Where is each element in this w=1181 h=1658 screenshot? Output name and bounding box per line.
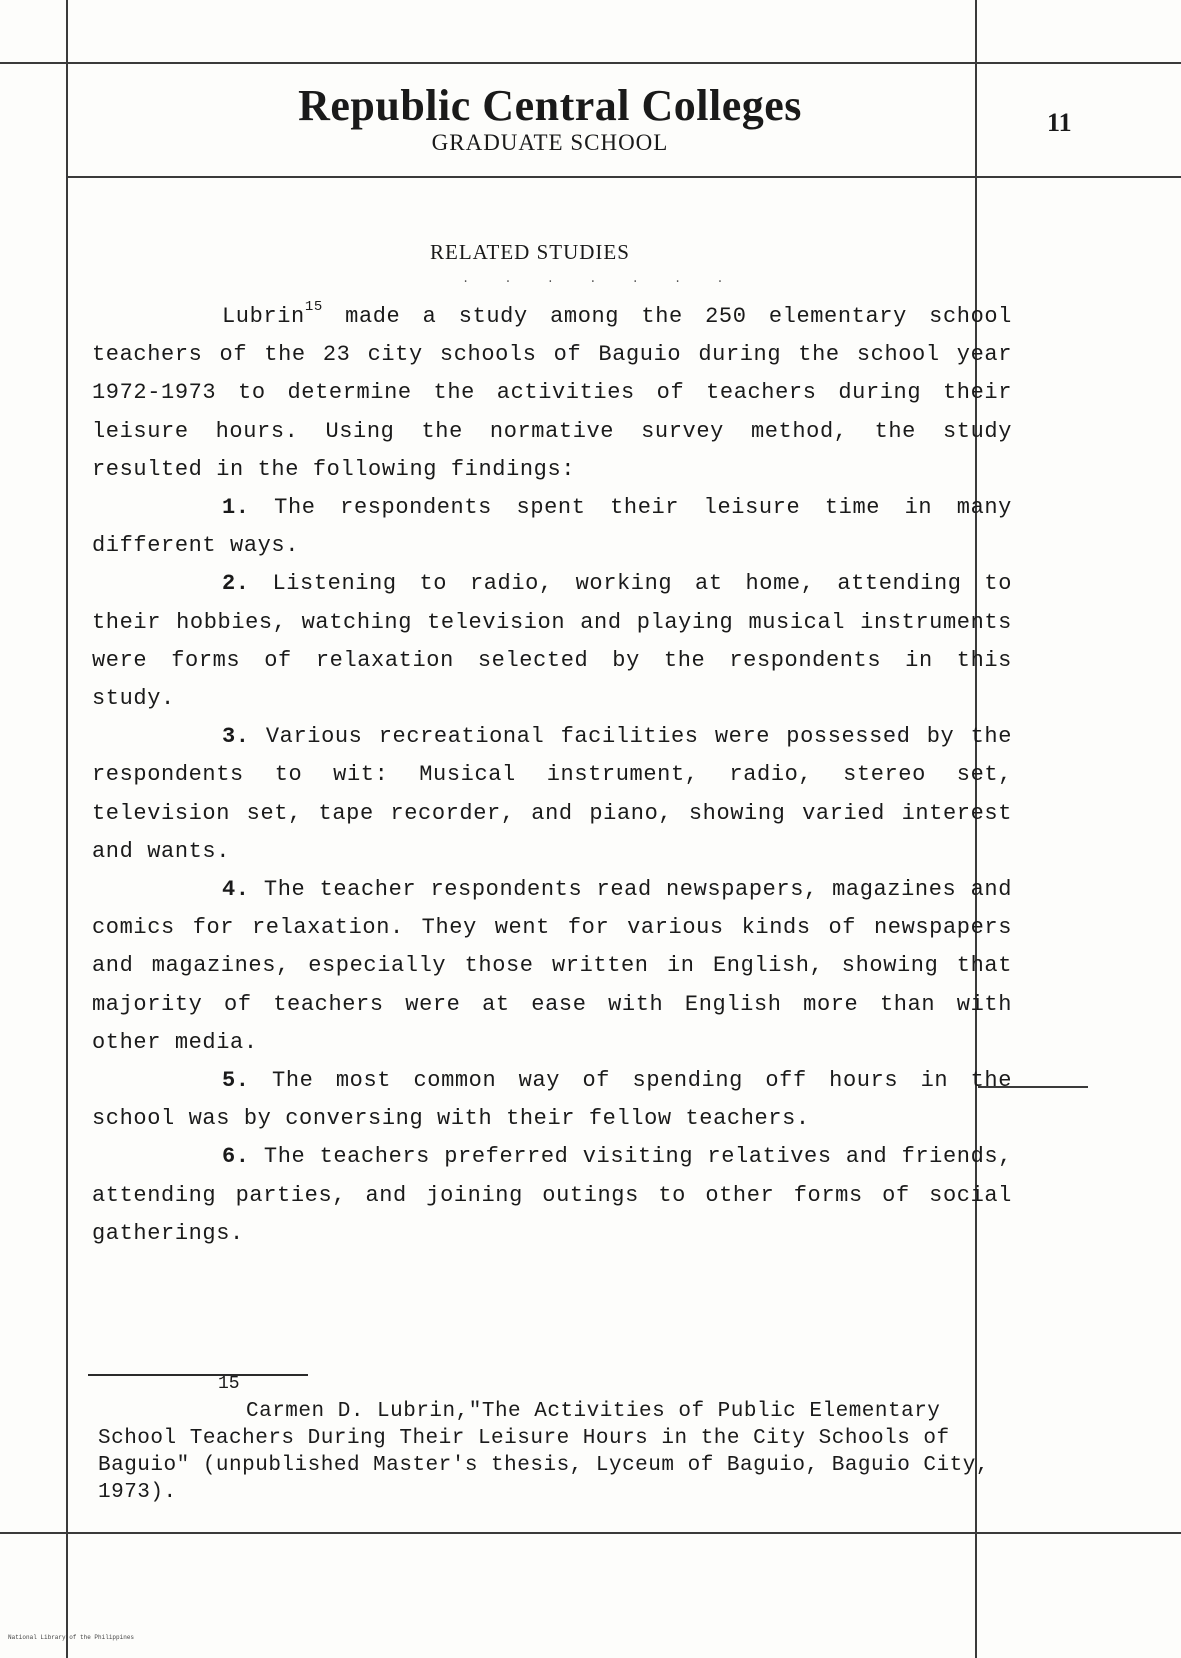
college-name: Republic Central Colleges [298, 81, 802, 130]
footnote-rule [88, 1374, 308, 1376]
left-margin-rule [66, 0, 68, 1658]
author-name: Lubrin [222, 304, 305, 329]
footnote [98, 1398, 1003, 1506]
section-title: RELATED STUDIES [430, 240, 630, 264]
finding-text: The teacher respondents read newspapers, magazines and comics for relaxation. They went for various kinds of newspapers and magazines, especially those written in English, showing that majority of teachers were at ease with English more than with other media. [92, 877, 1012, 1055]
finding-number: 1. [222, 495, 250, 521]
finding-item [92, 1062, 1012, 1138]
footnote-mark: 15 [218, 1374, 240, 1394]
finding-number: 3. [222, 724, 250, 750]
intro-paragraph [92, 298, 1012, 489]
scan-label: National Library of the Philippines [8, 1634, 135, 1641]
footnote-text: Carmen D. Lubrin,"The Activities of Public Elementary School Teachers During Their Leisure Hours in the City Schools of Baguio" (unpublished Master's thesis, Lyceum of Baguio, Baguio City, 1973). [98, 1400, 989, 1504]
intro-text: made a study among the 250 elementary school teachers of the 23 city schools of Baguio during the school year 1972-1973 to determine the activities of teachers during their leisure hours. Using the normative survey method, the study resulted in the following findings: [92, 304, 1012, 482]
letterhead [240, 82, 860, 156]
page-number: 11 [1047, 108, 1072, 137]
finding-number: 5. [222, 1068, 250, 1094]
header-rule [66, 176, 1181, 178]
footnote-ref: 15 [304, 299, 323, 315]
finding-number: 2. [222, 571, 250, 597]
finding-number: 6. [222, 1144, 250, 1170]
body-text [92, 298, 1012, 1253]
finding-text: The respondents spent their leisure time in many different ways. [92, 495, 1012, 559]
finding-text: The most common way of spending off hours in the school was by conversing with their fellow teachers. [92, 1068, 1012, 1132]
top-rule [0, 62, 1181, 64]
finding-item [92, 489, 1012, 565]
finding-text: Listening to radio, working at home, attending to their hobbies, watching television and playing musical instruments were forms of relaxation selected by the respondents in this study. [92, 571, 1012, 712]
bottom-rule [0, 1532, 1181, 1534]
finding-text: Various recreational facilities were possessed by the respondents to wit: Musical instrument, radio, stereo set, television set, tape recorder, and piano, showing varied interest and wants. [92, 724, 1012, 864]
finding-item [92, 718, 1012, 871]
title-dots: . . . . . . . [462, 272, 738, 286]
finding-text: The teachers preferred visiting relatives and friends, attending parties, and joining outings to other forms of social gatherings. [92, 1144, 1012, 1246]
finding-number: 4. [222, 877, 250, 903]
finding-item [92, 565, 1012, 718]
school-name: GRADUATE SCHOOL [431, 130, 669, 155]
finding-item [92, 871, 1012, 1062]
finding-item [92, 1138, 1012, 1253]
